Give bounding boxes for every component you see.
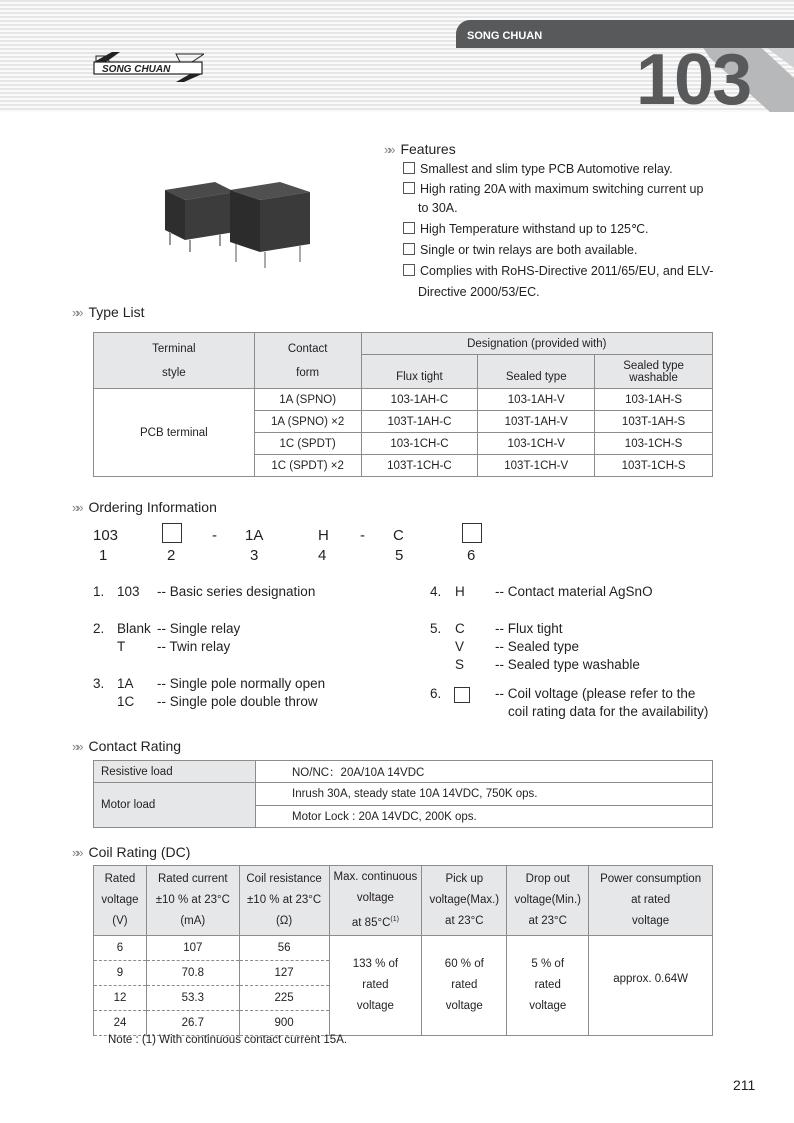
drop-out-header: Drop out voltage(Min.) at 23°C <box>507 866 589 936</box>
table-cell: 103T-1CH-S <box>595 455 713 477</box>
code-part-sealing: C <box>393 527 404 544</box>
max-continuous-header: Max. continuous voltage at $85^\circ C^{(1)}$ <box>329 866 422 936</box>
table-cell: 103-1CH-C <box>361 433 478 455</box>
contact-rating-heading: »» Contact Rating <box>72 738 182 754</box>
feature-item-continued: Directive 2000/53/EC. <box>418 285 540 299</box>
pick-up-cell: 60 % of rated voltage <box>422 935 507 1035</box>
features-heading: »» Features <box>384 141 456 157</box>
feature-item: Complies with RoHS-Directive 2011/65/EU, and ELV- <box>403 261 713 281</box>
table-cell: 56 <box>239 935 329 960</box>
table-row <box>94 935 713 960</box>
table-cell: 900 <box>239 1010 329 1035</box>
code-index: 6 <box>467 547 476 564</box>
sealed-type-header: Sealed type <box>478 355 595 389</box>
brand-tab: SONG CHUAN <box>456 20 794 48</box>
checkbox-icon <box>403 182 415 194</box>
coil-rating-table <box>93 865 713 1036</box>
feature-item: Smallest and slim type PCB Automotive relay. <box>403 159 673 179</box>
drop-out-cell: 5 % of rated voltage <box>507 935 589 1035</box>
table-cell: 26.7 <box>146 1010 239 1035</box>
code-dash: - <box>360 527 365 544</box>
checkbox-icon <box>403 162 415 174</box>
terminal-style-header: Terminal style <box>94 333 255 389</box>
code-index: 1 <box>99 547 108 564</box>
code-dash: - <box>212 527 217 544</box>
chevron-bullet-icon: »» <box>72 845 81 860</box>
table-cell: 103T-1CH-C <box>361 455 478 477</box>
table-cell: 1C (SPDT) ×2 <box>254 455 361 477</box>
code-part-contact: 1A <box>245 527 264 544</box>
code-index: 5 <box>395 547 404 564</box>
ordering-heading: »» Ordering Information <box>72 499 217 515</box>
feature-item: Single or twin relays are both available. <box>403 240 637 260</box>
motor-load-value: Inrush 30A, steady state 10A 14VDC, 750K ops. <box>256 783 713 806</box>
table-cell: 103T-1AH-S <box>595 411 713 433</box>
table-cell: 103-1AH-V <box>478 389 595 411</box>
coil-note: Note : (1) With continuous contact current 15A. <box>108 1034 348 1046</box>
table-cell: 103-1CH-V <box>478 433 595 455</box>
checkbox-icon <box>403 264 415 276</box>
svg-text:SONG CHUAN: SONG CHUAN <box>102 64 171 75</box>
table-cell: 12 <box>94 985 147 1010</box>
relay-product-photo <box>160 170 320 270</box>
coil-voltage-box <box>454 687 470 703</box>
motor-lock-value: Motor Lock : 20A 14VDC, 200K ops. <box>256 806 713 828</box>
motor-load-label: Motor load <box>94 783 256 828</box>
code-index: 2 <box>167 547 176 564</box>
model-number: 103 <box>636 40 751 120</box>
table-cell: 103-1AH-C <box>361 389 478 411</box>
table-cell: 53.3 <box>146 985 239 1010</box>
resistive-load-value: NO/NC：20A/10A 14VDC <box>256 761 713 783</box>
table-cell: 1C (SPDT) <box>254 433 361 455</box>
feature-item: High rating 20A with maximum switching current up <box>403 179 703 199</box>
table-cell: 6 <box>94 935 147 960</box>
table-cell: 103T-1AH-V <box>478 411 595 433</box>
table-cell: 9 <box>94 960 147 985</box>
pick-up-header: Pick up voltage(Max.) at 23°C <box>422 866 507 936</box>
table-cell: 107 <box>146 935 239 960</box>
chevron-bullet-icon: »» <box>384 142 393 157</box>
table-cell: 225 <box>239 985 329 1010</box>
code-box-coil <box>462 523 482 543</box>
chevron-bullet-icon: »» <box>72 500 81 515</box>
contact-form-header: Contact form <box>254 333 361 389</box>
checkbox-icon <box>403 243 415 255</box>
table-cell: 127 <box>239 960 329 985</box>
table-cell: 24 <box>94 1010 147 1035</box>
coil-resistance-header: Coil resistance ±10 % at 23°C (Ω) <box>239 866 329 936</box>
code-part-material: H <box>318 527 329 544</box>
code-index: 4 <box>318 547 327 564</box>
checkbox-icon <box>403 222 415 234</box>
table-cell: 70.8 <box>146 960 239 985</box>
page-number: 211 <box>733 1077 756 1093</box>
sealed-washable-header: Sealed type washable <box>595 355 713 389</box>
designation-header: Designation (provided with) <box>361 333 712 355</box>
table-cell: 1A (SPNO) <box>254 389 361 411</box>
resistive-load-label: Resistive load <box>94 761 256 783</box>
table-cell: 103T-1AH-C <box>361 411 478 433</box>
table-cell: 103-1CH-S <box>595 433 713 455</box>
table-row <box>94 389 713 411</box>
power-consumption-header: Power consumption at rated voltage <box>589 866 713 936</box>
song-chuan-logo <box>92 52 204 82</box>
code-box-twin <box>162 523 182 543</box>
table-cell: 1A (SPNO) ×2 <box>254 411 361 433</box>
type-list-heading: »» Type List <box>72 304 145 320</box>
feature-item: High Temperature withstand up to 125℃. <box>403 219 649 239</box>
chevron-bullet-icon: »» <box>72 739 81 754</box>
feature-item-continued: to 30A. <box>418 201 458 215</box>
power-consumption-cell: approx. 0.64W <box>589 935 713 1035</box>
code-part-series: 103 <box>93 527 119 544</box>
type-list-table <box>93 332 713 477</box>
rated-current-header: Rated current ±10 % at 23°C (mA) <box>146 866 239 936</box>
rated-voltage-header: Rated voltage (V) <box>94 866 147 936</box>
table-cell: 103T-1CH-V <box>478 455 595 477</box>
coil-rating-heading: »» Coil Rating (DC) <box>72 844 191 860</box>
code-index: 3 <box>250 547 259 564</box>
flux-tight-header: Flux tight <box>361 355 478 389</box>
contact-rating-table <box>93 760 713 828</box>
table-cell: 103-1AH-S <box>595 389 713 411</box>
chevron-bullet-icon: »» <box>72 305 81 320</box>
max-continuous-cell: 133 % of rated voltage <box>329 935 422 1035</box>
terminal-style-cell: PCB terminal <box>94 389 255 477</box>
